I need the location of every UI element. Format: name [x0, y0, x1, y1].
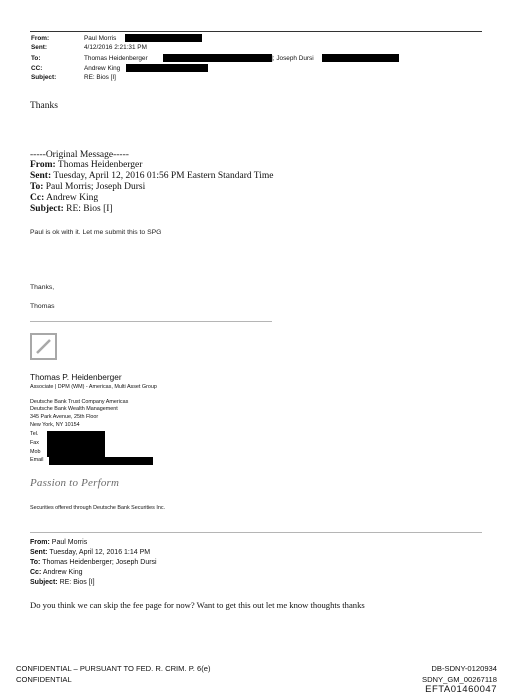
earlier-subject-value: RE: Bios [I]: [59, 579, 95, 586]
original-sent-value: Tuesday, April 12, 2016 01:56 PM Eastern Standard Time: [53, 171, 274, 181]
redaction-box: [322, 54, 399, 62]
earlier-subject: [30, 579, 95, 586]
passion-tagline: Passion to Perform: [30, 477, 120, 489]
original-to-value: Paul Morris; Joseph Dursi: [45, 182, 146, 192]
earlier-to-label: To:: [30, 559, 41, 566]
reply-body: Thanks: [30, 101, 58, 111]
original-closing: Thanks,: [30, 284, 55, 291]
original-sent-label: Sent:: [30, 171, 52, 181]
confidential-line-2: CONFIDENTIAL: [16, 675, 72, 684]
original-subject-value: RE: Bios [I]: [66, 204, 113, 214]
redaction-box: [163, 54, 272, 62]
redaction-box: [49, 457, 153, 465]
fax-label: Fax: [30, 440, 39, 446]
earlier-from-value: Paul Morris: [51, 539, 88, 546]
original-cc: [30, 193, 98, 203]
original-to-label: To:: [30, 182, 44, 192]
earlier-cc-value: Andrew King: [42, 569, 83, 576]
to-value-2: ]; Joseph Dursi: [271, 55, 314, 62]
mob-label: Mob: [30, 449, 41, 455]
redaction-box: [126, 64, 208, 72]
earlier-cc: [30, 569, 83, 576]
deutsche-bank-logo: [30, 333, 57, 360]
top-rule: [30, 31, 482, 32]
address-line: 345 Park Avenue, 25th Floor: [30, 414, 99, 420]
original-cc-value: Andrew King: [46, 193, 99, 203]
redaction-box: [47, 431, 105, 457]
redaction-box: [125, 34, 202, 42]
original-cc-label: Cc:: [30, 193, 45, 203]
cc-label: CC:: [31, 65, 43, 72]
bates-number-2: SDNY_GM_00267118: [422, 675, 497, 684]
earlier-to-value: Thomas Heidenberger; Joseph Dursi: [42, 559, 157, 566]
to-value-1: Thomas Heidenberger: [84, 55, 148, 62]
address-line: Deutsche Bank Wealth Management: [30, 406, 118, 412]
earlier-from: [30, 539, 87, 546]
earlier-sent-value: Tuesday, April 12, 2016 1:14 PM: [49, 549, 151, 556]
original-from-label: From:: [30, 160, 56, 170]
tel-label: Tel.: [30, 431, 39, 437]
original-signoff: Thomas: [30, 303, 55, 310]
subject-value: RE: Bios [I]: [84, 74, 116, 81]
signature-rule: [30, 321, 272, 322]
cc-value: Andrew King: [84, 65, 121, 72]
original-subject: [30, 204, 113, 214]
subject-label: Subject:: [31, 74, 57, 81]
sent-label: Sent:: [31, 44, 47, 51]
from-value: Paul Morris: [84, 35, 117, 42]
sent-value: 4/12/2016 2:21:31 PM: [84, 44, 147, 51]
original-subject-label: Subject:: [30, 204, 64, 214]
bates-number-1: DB-SDNY-0120934: [431, 664, 497, 673]
earlier-subject-label: Subject:: [30, 579, 58, 586]
earlier-rule: [30, 532, 482, 533]
original-from: [30, 160, 142, 170]
earlier-to: [30, 559, 157, 566]
original-from-value: Thomas Heidenberger: [57, 160, 143, 170]
email-label: Email: [30, 457, 44, 463]
address-line: New York, NY 10154: [30, 422, 80, 428]
original-to: [30, 182, 145, 192]
earlier-cc-label: Cc:: [30, 569, 42, 576]
signature-title: Associate | DPM (WM) - Americas, Multi Asset Group: [30, 384, 157, 390]
earlier-sent-label: Sent:: [30, 549, 48, 556]
original-message-body: Paul is ok with it. Let me submit this to SPG: [30, 229, 162, 236]
earlier-from-label: From:: [30, 539, 50, 546]
earlier-sent: [30, 549, 150, 556]
efta-number: EFTA01460047: [425, 684, 497, 695]
address-line: Deutsche Bank Trust Company Americas: [30, 399, 129, 405]
earlier-message-body: Do you think we can skip the fee page for now? Want to get this out let me know thoughts thanks: [30, 600, 365, 610]
signature-name: Thomas P. Heidenberger: [30, 372, 122, 382]
from-label: From:: [31, 35, 50, 42]
original-sent: [30, 171, 274, 181]
securities-disclaimer: Securities offered through Deutsche Bank Securities Inc.: [30, 505, 166, 511]
to-label: To:: [31, 55, 41, 62]
original-divider: -----Original Message-----: [30, 150, 129, 160]
confidential-line-1: CONFIDENTIAL – PURSUANT TO FED. R. CRIM. P. 6(e): [16, 664, 211, 673]
slash-square-logo-icon: [30, 333, 57, 360]
